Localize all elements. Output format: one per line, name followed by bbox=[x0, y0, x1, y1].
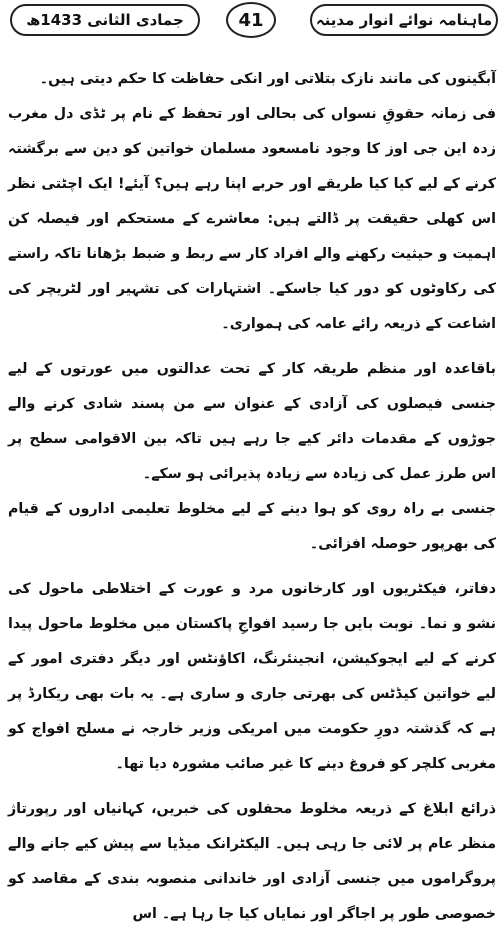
paragraph: فی زمانہ حقوقِ نسواں کی بحالی اور تحفظ کے نام پر ٹڈی دل مغرب زدہ این جی اوز کا وجود نامسعود مسلمان خواتین کو دین سے برگشتہ کرنے کے لیے کیا کیا طریقے اور حربے اپنا رہے ہیں؟ آیئے! ایک اچٹتی نظر اس کھلی حقیقت پر ڈالتے ہیں: معاشرے کے مستحکم اور فیصلہ کن اہمیت و حیثیت رکھنے والے افراد کار سے ربط و ضبط بڑھانا تاکہ راستے کی رکاوٹوں کو دور کیا جاسکے۔ اشتہارات کی تشہیر اور لٹریچر کی اشاعت کے ذریعہ رائے عامہ کی ہمواری۔ bbox=[8, 106, 496, 332]
article-body bbox=[8, 62, 496, 932]
magazine-title: ماہنامہ نوائے انوار مدینہ bbox=[310, 4, 498, 36]
page-header bbox=[0, 0, 500, 44]
page-number: 41 bbox=[226, 2, 276, 38]
issue-date: جمادی الثانی 1433ھ bbox=[10, 4, 200, 36]
paragraph: باقاعدہ اور منظم طریقہ کار کے تحت عدالتوں میں عورتوں کے لیے جنسی فیصلوں کی آزادی کے عنوان سے من پسند شادی کرنے والے جوڑوں کے مقدمات دائر کیے جا رہے ہیں تاکہ بین الاقوامی سطح پر اس طرز عمل کی زیادہ سے زیادہ پذیرائی ہو سکے۔ bbox=[8, 361, 496, 482]
paragraph: جنسی بے راہ روی کو ہوا دینے کے لیے مخلوط تعلیمی اداروں کے قیام کی بھرپور حوصلہ افزائی۔ bbox=[8, 501, 496, 552]
paragraph: ذرائع ابلاغ کے ذریعہ مخلوط محفلوں کی خبریں، کہانیاں اور رپورتاژ منظر عام پر لائی جا رہی ہیں۔ الیکٹرانک میڈیا سے پیش کیے جانے والے پروگراموں میں جنسی آزادی اور خاندانی منصوبہ بندی کے مقاصد کو خصوصی طور پر اجاگر اور نمایاں کیا جا رہا ہے۔ اس bbox=[8, 801, 496, 922]
paragraph: دفاتر، فیکٹریوں اور کارخانوں مرد و عورت کے اختلاطی ماحول کی نشو و نما۔ نوبت بایں جا رسید افواجِ پاکستان میں مخلوط ماحول پیدا کرنے کے لیے ایجوکیشن، انجینئرنگ، اکاؤنٹس اور دیگر دفتری امور کے لیے خواتین کیڈٹس کی بھرتی جاری و ساری ہے۔ یہ بات بھی ریکارڈ پر ہے کہ گذشتہ دورِ حکومت میں امریکی وزیر خارجہ نے مسلح افواج کو مغربی کلچر کو فروغ دینے کا غیر صائب مشورہ دیا تھا۔ bbox=[8, 581, 496, 772]
paragraph: آبگینوں کی مانند نازک بتلاتی اور انکی حفاظت کا حکم دیتی ہیں۔ bbox=[39, 71, 496, 87]
